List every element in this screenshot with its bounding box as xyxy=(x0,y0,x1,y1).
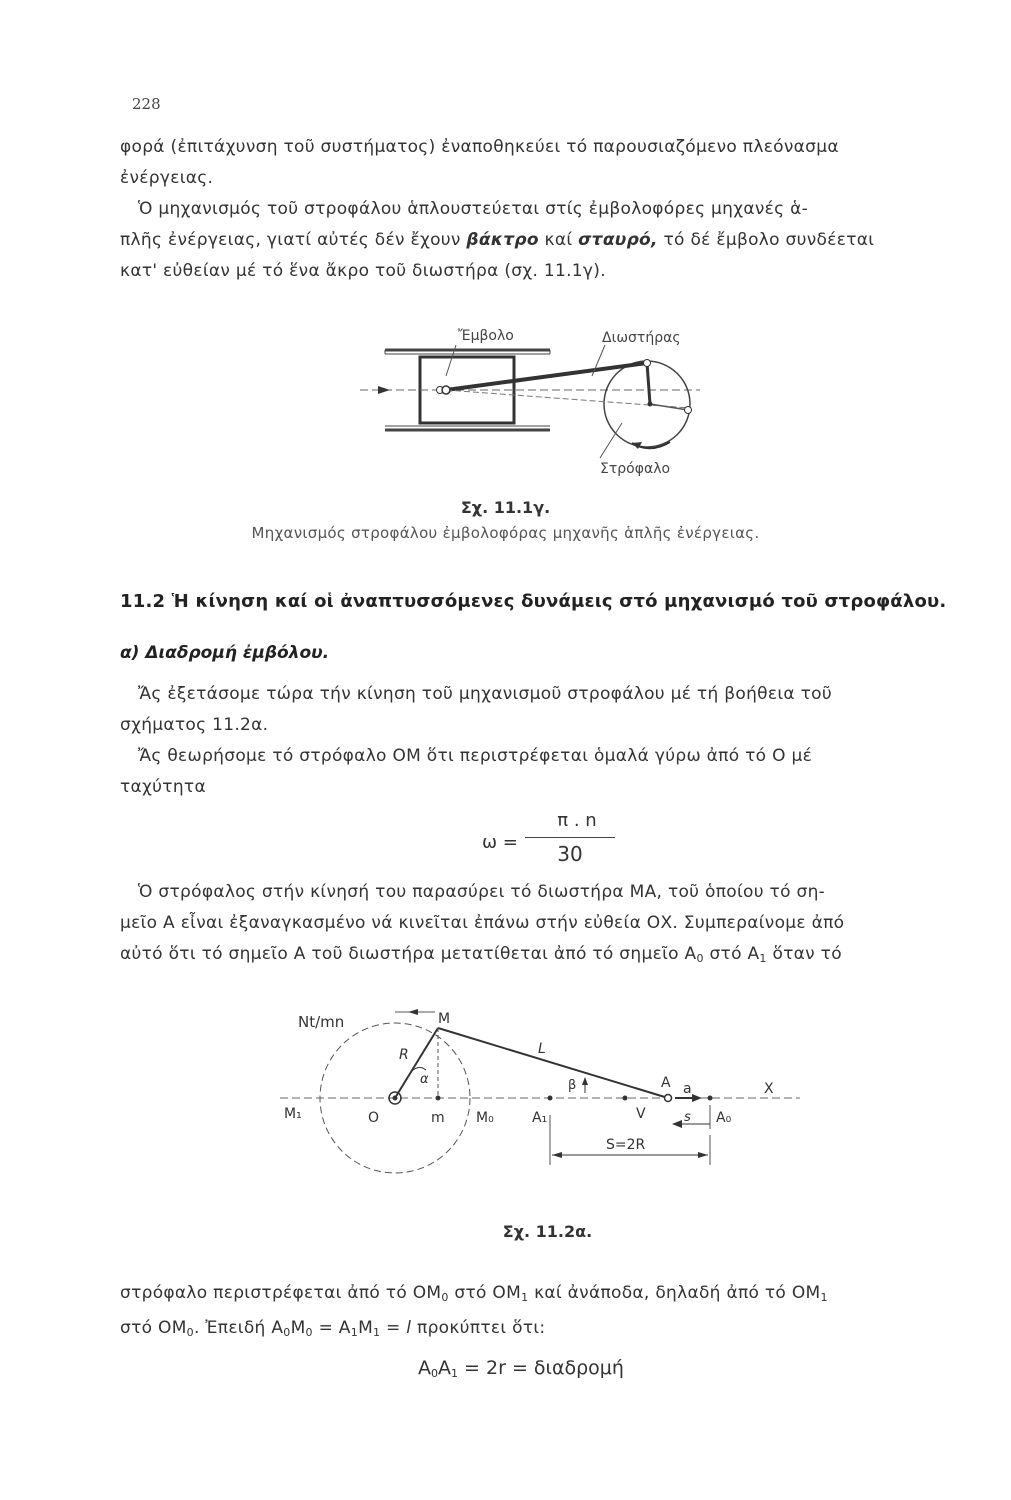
label-m-upper: M xyxy=(438,1011,451,1027)
formula-lhs: ω = xyxy=(482,832,518,853)
text-line: στρόφαλο περιστρέφεται ἀπό τό $OM_0$ στό $OM_1$ καί ἀνάποδα, δηλαδή ἀπό τό $OM_1$ xyxy=(120,1283,828,1304)
point-a xyxy=(665,1095,672,1102)
crank-arm xyxy=(647,363,650,404)
label-crank: Στρόφαλο xyxy=(600,461,671,477)
pin xyxy=(442,386,450,394)
point-a1 xyxy=(548,1096,553,1101)
text-line: Ἄς ἐξετάσομε τώρα τήν κίνηση τοῦ μηχανισμοῦ στροφάλου μέ τή βοήθεια τοῦ xyxy=(138,684,832,704)
body-paragraph xyxy=(120,1278,950,1348)
text-line: σχήματος 11.2α. xyxy=(120,715,269,735)
text-line: πλῆς ἐνέργειας, γιατί αὐτές δέν ἔχουν βάκτρο καί σταυρό, τό δέ ἔμβολο συνδέεται xyxy=(120,230,875,250)
text-line: Ἄς θεωρήσομε τό στρόφαλο ΟΜ ὅτι περιστρέφεται ὁμαλά γύρω ἀπό τό Ο μέ xyxy=(138,746,813,766)
point-m xyxy=(436,1096,441,1101)
point-v xyxy=(623,1096,628,1101)
label-m1: M₁ xyxy=(284,1106,302,1122)
text-line: μεῖο Α εἶναι ἐξαναγκασμένο νά κινεῖται ἐπάνω στήν εὐθεία ΟΧ. Συμπεραίνομε ἀπό xyxy=(120,913,845,933)
label-a-lower: a xyxy=(683,1081,692,1097)
pin xyxy=(648,402,653,407)
body-paragraph xyxy=(120,679,950,803)
connecting-rod xyxy=(438,1028,668,1098)
text-line: Ὁ μηχανισμός τοῦ στροφάλου ἁπλουστεύεται στίς ἐμβολοφόρες μηχανές ἁ- xyxy=(138,199,809,219)
label-o: O xyxy=(368,1110,380,1126)
label-l: L xyxy=(538,1041,546,1057)
label-a-upper: A xyxy=(661,1075,671,1091)
label-x: X xyxy=(764,1081,774,1097)
pin xyxy=(644,360,651,367)
text-line: αὐτό ὅτι τό σημεῖο Α τοῦ διωστήρα μετατίθεται ἀπό τό σημεῖο $A_0$ στό $A_1$ ὅταν τό xyxy=(120,944,842,965)
label-stroke: S=2R xyxy=(606,1137,646,1153)
formula-denominator: 30 xyxy=(557,842,583,866)
figure-crank-mechanism xyxy=(360,318,700,488)
figure-caption-number: Σχ. 11.2α. xyxy=(502,1222,593,1241)
intro-paragraph xyxy=(120,132,950,287)
label-piston: Ἔμβολο xyxy=(458,328,514,344)
crank-arm xyxy=(395,1028,438,1098)
text-line: Ὁ στρόφαλος στήν κίνησή του παρασύρει τό διωστήρα ΜΑ, τοῦ ὁποίου τό ση- xyxy=(138,882,826,902)
label-s: s xyxy=(684,1110,691,1125)
figure-crank-kinematics xyxy=(280,1005,810,1190)
text-line: ταχύτητα xyxy=(120,777,206,797)
subsection-heading: α) Διαδρομή ἐμβόλου. xyxy=(120,643,330,663)
page-number: 228 xyxy=(132,95,161,113)
label-m-lower: m xyxy=(431,1110,445,1126)
text-line: κατ' εὐθείαν μέ τό ἕνα ἄκρο τοῦ διωστήρα (σχ. 11.1γ). xyxy=(120,261,606,281)
label-a1: A₁ xyxy=(532,1110,548,1126)
label-beta: β xyxy=(568,1078,577,1093)
fraction-bar xyxy=(525,837,615,838)
point-a0 xyxy=(708,1096,713,1101)
text-line: ἐνέργειας. xyxy=(120,168,214,188)
formula-stroke: $A_0A_1 = 2r = \delta\iota\alpha\delta\rho o\mu ή$ xyxy=(418,1357,624,1380)
connecting-rod xyxy=(446,363,647,390)
arrow-head xyxy=(378,386,390,394)
section-heading: 11.2 Ἡ κίνηση καί οἱ ἀναπτυσσόμενες δυνάμεις στό μηχανισμό τοῦ στροφάλου. xyxy=(120,591,947,612)
label-m0: M₀ xyxy=(476,1110,494,1126)
label-v: V xyxy=(636,1106,646,1122)
figure-caption-number: Σχ. 11.1γ. xyxy=(460,498,551,517)
label-a0: A₀ xyxy=(716,1110,732,1126)
pin xyxy=(685,407,692,414)
label-rod: Διωστήρας xyxy=(602,330,681,346)
body-paragraph xyxy=(120,877,950,974)
formula-numerator: π . n xyxy=(557,810,597,831)
text-line: στό $OM_0$. Ἐπειδή $A_0M_0 = A_1M_1 = l$ προκύπτει ὅτι: xyxy=(120,1318,546,1339)
label-r: R xyxy=(399,1047,409,1063)
label-alpha: α xyxy=(420,1072,429,1087)
label-nt: Nt/mn xyxy=(298,1013,345,1031)
figure-caption-text: Μηχανισμός στροφάλου ἐμβολοφόρας μηχανῆς ἁπλῆς ἐνέργειας. xyxy=(251,524,760,542)
text-line: φορά (ἐπιτάχυνση τοῦ συστήματος) ἐναποθηκεύει τό παρουσιαζόμενο πλεόνασμα xyxy=(120,137,839,157)
